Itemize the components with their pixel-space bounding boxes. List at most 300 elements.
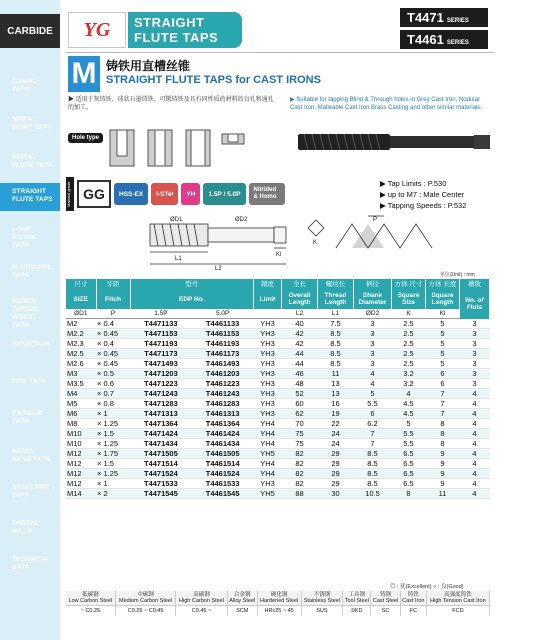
cell-edp-1-5p[interactable]: T4471434	[130, 439, 192, 449]
cell-limit: YH3	[254, 319, 282, 329]
cell-shank-diameter: 8.5	[354, 469, 392, 479]
material-name-en: Stainless Steel	[303, 598, 341, 604]
cell-shank-diameter: 7	[354, 439, 392, 449]
cell-thread-length: 13	[318, 379, 354, 389]
cell-flutes: 4	[460, 449, 490, 459]
workpiece-grade: ~ C0.25	[66, 606, 115, 616]
sidebar-nav	[0, 0, 60, 640]
coating-isteel-badge: I-STel	[151, 183, 178, 205]
application-note-en: ▶ Suitable for tapping Blind & Through holes in Grey Cast Iron, Nodular Cast Iron, Malleable Cast Iron Brass Casting and other similar materials.	[290, 97, 483, 111]
cell-overall-length: 42	[282, 329, 318, 339]
cell-shank-diameter: 8.5	[354, 449, 392, 459]
cell-edp-5-0p[interactable]: T4461533	[192, 479, 254, 489]
spec-table	[66, 279, 490, 499]
sidebar-item-sks21-hand-taps[interactable]: SKS21 HAND TAPS	[12, 448, 51, 463]
workpiece-grade: SUS	[301, 606, 343, 616]
cell-edp-5-0p[interactable]: T4461424	[192, 429, 254, 439]
spec-table-body	[66, 319, 490, 499]
cell-limit: YH3	[254, 379, 282, 389]
cell-thread-length: 24	[318, 429, 354, 439]
cell-square-size: 5	[392, 419, 426, 429]
brand-logo	[68, 12, 126, 48]
cell-pitch: × 1.5	[96, 459, 130, 469]
cell-flutes: 4	[460, 459, 490, 469]
cell-edp-1-5p[interactable]: T4471364	[130, 419, 192, 429]
cell-overall-length: 75	[282, 439, 318, 449]
cell-overall-length: 82	[282, 469, 318, 479]
table-row	[66, 359, 490, 369]
th-cn-overall-length: 全长	[282, 279, 318, 289]
cell-square-length: 9	[426, 469, 460, 479]
cell-pitch: × 1.25	[96, 469, 130, 479]
table-row	[66, 369, 490, 379]
table-row	[66, 489, 490, 499]
material-name-cn: 高碳钢	[193, 592, 210, 598]
cell-limit: YH3	[254, 409, 282, 419]
page-title-cn: 铸铁用直槽丝锥	[106, 59, 191, 73]
cell-flutes: 3	[460, 319, 490, 329]
th-cn-square-size: 方体 尺寸	[392, 279, 426, 289]
dim-p-label: P	[373, 217, 378, 223]
th-sub-k: K	[392, 309, 426, 319]
cell-thread-length: 29	[318, 479, 354, 489]
cell-edp-5-0p[interactable]: T4461505	[192, 449, 254, 459]
cell-size: M2.2	[66, 329, 96, 339]
workpiece-table-body	[66, 591, 490, 616]
cell-limit: YH3	[254, 399, 282, 409]
table-row	[66, 469, 490, 479]
table-row	[66, 459, 490, 469]
workpiece-grade-row	[66, 606, 490, 616]
cell-overall-length: 44	[282, 359, 318, 369]
cell-square-length: 5	[426, 329, 460, 339]
cell-edp-5-0p[interactable]: T4461223	[192, 379, 254, 389]
cell-square-size: 6.5	[392, 459, 426, 469]
cell-edp-1-5p[interactable]: T4471524	[130, 469, 192, 479]
cell-thread-length: 8.5	[318, 329, 354, 339]
unit-note: 单位(Unit) : mm	[440, 272, 475, 278]
cell-shank-diameter: 6.2	[354, 419, 392, 429]
cell-edp-5-0p[interactable]: T4461313	[192, 409, 254, 419]
table-row	[66, 349, 490, 359]
table-row	[66, 449, 490, 459]
cell-size: M4	[66, 389, 96, 399]
cell-square-length: 7	[426, 409, 460, 419]
cell-thread-length: 8.5	[318, 359, 354, 369]
th-sub-l1: L1	[318, 309, 354, 319]
table-row	[66, 419, 490, 429]
cell-shank-diameter: 7	[354, 429, 392, 439]
workpiece-grade: FCD	[426, 606, 489, 616]
cell-thread-length: 30	[318, 489, 354, 499]
cell-square-length: 7	[426, 399, 460, 409]
cell-edp-5-0p[interactable]: T4461514	[192, 459, 254, 469]
cell-edp-5-0p[interactable]: T4461364	[192, 419, 254, 429]
cell-limit: YH5	[254, 489, 282, 499]
cell-square-size: 2.5	[392, 319, 426, 329]
cell-square-size: 6.5	[392, 479, 426, 489]
application-note-cn: ▶ 适用于灰铸铁、球状石墨铸铁、可锻铸铁及具有同性质的材料的盲孔和通孔的加工。	[68, 97, 274, 111]
cell-square-size: 4.5	[392, 399, 426, 409]
th-cn-thread-length: 螺纹长	[318, 279, 354, 289]
th-cn-limit: 精度	[254, 279, 282, 289]
cell-size: M10	[66, 439, 96, 449]
cell-square-size: 2.5	[392, 349, 426, 359]
cell-size: M12	[66, 459, 96, 469]
cell-edp-5-0p[interactable]: T4461434	[192, 439, 254, 449]
cell-square-length: 8	[426, 419, 460, 429]
cell-shank-diameter: 6	[354, 409, 392, 419]
th-edp: EDP No.	[130, 289, 254, 309]
cell-edp-1-5p[interactable]: T4471313	[130, 409, 192, 419]
male-center-note: ▶ up to M7 : Male Center	[380, 190, 465, 199]
table-row	[66, 479, 490, 489]
material-name-cn: 铸铁	[407, 592, 419, 598]
workpiece-grade: FC	[400, 606, 426, 616]
th-cn-flutes: 槽数	[460, 279, 490, 289]
material-name-en: Low Carbon Steel	[68, 598, 113, 604]
material-name-cn: 工具钢	[348, 592, 366, 598]
cell-square-length: 6	[426, 379, 460, 389]
cell-overall-length: 40	[282, 319, 318, 329]
cell-edp-1-5p[interactable]: T4471153	[130, 329, 192, 339]
material-name-cn: 低碳钢	[82, 592, 99, 598]
cell-shank-diameter: 3	[354, 319, 392, 329]
workpiece-grade: SC	[371, 606, 400, 616]
sidebar-item-technical-data[interactable]: TECHNICAL DATA	[12, 556, 51, 571]
cell-edp-1-5p[interactable]: T4471203	[130, 369, 192, 379]
cell-size: M6	[66, 409, 96, 419]
table-row	[66, 339, 490, 349]
cell-pitch: × 0.7	[96, 389, 130, 399]
cell-square-size: 3.2	[392, 369, 426, 379]
cell-shank-diameter: 8.5	[354, 459, 392, 469]
material-grade-vertical-label: Material grade	[66, 177, 74, 211]
cell-pitch: × 1.25	[96, 439, 130, 449]
table-row	[66, 429, 490, 439]
workpiece-material	[115, 591, 176, 606]
table-row	[66, 379, 490, 389]
cell-edp-1-5p[interactable]: T4471545	[130, 489, 192, 499]
th-sub-limit	[254, 309, 282, 319]
workpiece-material	[227, 591, 257, 606]
cell-edp-5-0p[interactable]: T4461493	[192, 359, 254, 369]
banner-line-2: FLUTE TAPS	[134, 30, 219, 45]
cell-shank-diameter: 4	[354, 379, 392, 389]
sidebar-item-sks21-pipe-taps[interactable]: SKS21 PIPE TAPS	[12, 484, 51, 499]
sidebar-item-fluteless-taps[interactable]: FLUTELESS TAPS	[12, 264, 51, 279]
cell-square-length: 8	[426, 429, 460, 439]
cell-edp-5-0p[interactable]: T4461243	[192, 389, 254, 399]
sidebar-brand[interactable]: CARBIDE	[0, 14, 60, 48]
dim-d2-label: ØD2	[235, 217, 248, 223]
cell-thread-length: 11	[318, 369, 354, 379]
cell-thread-length: 29	[318, 449, 354, 459]
cell-edp-5-0p[interactable]: T4461193	[192, 339, 254, 349]
cell-limit: YH3	[254, 479, 282, 489]
cell-size: M3.5	[66, 379, 96, 389]
cell-size: M2.3	[66, 339, 96, 349]
header-divider	[66, 52, 494, 53]
cell-size: M14	[66, 489, 96, 499]
cell-thread-length: 24	[318, 439, 354, 449]
banner-line-1: STRAIGHT	[134, 15, 205, 30]
cell-pitch: × 0.4	[96, 319, 130, 329]
cell-pitch: × 0.4	[96, 339, 130, 349]
material-name-cn: 中碳钢	[137, 592, 154, 598]
cell-edp-1-5p[interactable]: T4471223	[130, 379, 192, 389]
cell-edp-1-5p[interactable]: T4471243	[130, 389, 192, 399]
sidebar-item-combo-taps[interactable]: COMBO TAPS	[12, 78, 38, 93]
series-badge-t4461	[400, 30, 488, 49]
cell-edp-1-5p[interactable]: T4471514	[130, 459, 192, 469]
cell-shank-diameter: 4	[354, 369, 392, 379]
cell-overall-length: 82	[282, 459, 318, 469]
cell-size: M10	[66, 429, 96, 439]
category-banner	[128, 12, 242, 48]
workpiece-grade: C0.45 ~	[176, 606, 227, 616]
cell-square-length: 5	[426, 319, 460, 329]
sidebar-item-pipe-taps[interactable]: PIPE TAPS	[12, 378, 47, 385]
cell-shank-diameter: 3	[354, 339, 392, 349]
cell-size: M12	[66, 469, 96, 479]
cell-square-length: 5	[426, 349, 460, 359]
tapping-speeds-link[interactable]: ▶ Tapping Speeds : P.532	[380, 201, 467, 210]
material-name-cn: 合金钢	[233, 592, 251, 598]
workpiece-material	[176, 591, 227, 606]
cell-pitch: × 0.8	[96, 399, 130, 409]
cell-shank-diameter: 5	[354, 389, 392, 399]
workpiece-material	[343, 591, 371, 606]
series-code: T4471	[407, 10, 444, 25]
cell-square-size: 5.5	[392, 429, 426, 439]
cell-size: M2.5	[66, 349, 96, 359]
cell-limit: YH4	[254, 419, 282, 429]
th-sub-5-0p: 5.0P	[192, 309, 254, 319]
cell-flutes: 4	[460, 489, 490, 499]
tap-product-image	[296, 124, 496, 160]
hole-type-icons	[108, 126, 248, 170]
cell-edp-5-0p[interactable]: T4461524	[192, 469, 254, 479]
cell-square-length: 7	[426, 389, 460, 399]
cell-limit: YH3	[254, 339, 282, 349]
cell-square-length: 11	[426, 489, 460, 499]
cell-size: M8	[66, 419, 96, 429]
cell-edp-5-0p[interactable]: T4461203	[192, 369, 254, 379]
table-row	[66, 319, 490, 329]
workpiece-material	[426, 591, 489, 606]
sidebar-item-hand-taps[interactable]: HAND TAPS	[12, 341, 51, 348]
cell-pitch: × 0.5	[96, 369, 130, 379]
th-sub-l2: L2	[282, 309, 318, 319]
sidebar-item-straight-flute-taps[interactable]: STRAIGHT FLUTE TAPS	[0, 183, 60, 211]
th-sub-d2: ØD2	[354, 309, 392, 319]
cell-limit: YH4	[254, 429, 282, 439]
cell-shank-diameter: 10.5	[354, 489, 392, 499]
cell-thread-length: 16	[318, 399, 354, 409]
workpiece-grade: C0.25 ~ C0.45	[115, 606, 176, 616]
through-hole-icon	[148, 130, 172, 166]
cell-square-length: 5	[426, 359, 460, 369]
cell-flutes: 4	[460, 389, 490, 399]
cell-square-length: 9	[426, 479, 460, 489]
cell-shank-diameter: 3	[354, 359, 392, 369]
cell-pitch: × 0.45	[96, 359, 130, 369]
cell-edp-5-0p[interactable]: T4461545	[192, 489, 254, 499]
material-name-cn: 铸钢	[380, 592, 392, 598]
cell-pitch: × 1	[96, 409, 130, 419]
dim-k-label: K	[313, 240, 318, 246]
cell-size: M12	[66, 449, 96, 459]
th-square-size: Square Size	[392, 289, 426, 309]
dim-kl-label: Kl	[276, 252, 282, 258]
th-limit: Limit	[254, 289, 282, 309]
cell-edp-1-5p[interactable]: T4471424	[130, 429, 192, 439]
cell-pitch: × 1.5	[96, 429, 130, 439]
cell-flutes: 3	[460, 349, 490, 359]
cell-limit: YH4	[254, 439, 282, 449]
cell-overall-length: 46	[282, 369, 318, 379]
th-shank-diameter: Shank Diameter	[354, 289, 392, 309]
material-grade-badge: GG	[77, 180, 111, 208]
sidebar-item-long-shank-taps[interactable]: LONG SHANK TAPS	[12, 226, 36, 249]
th-pitch: Pitch	[96, 289, 130, 309]
cell-square-size: 6.5	[392, 449, 426, 459]
dim-l1-label: L1	[175, 256, 182, 262]
material-name-en: Cast Iron	[402, 598, 425, 604]
cell-limit: YH3	[254, 329, 282, 339]
tap-dimension-diagram	[140, 212, 492, 270]
material-name-en: High Tension Cast Iron	[430, 598, 486, 604]
cell-edp-1-5p[interactable]: T4471193	[130, 339, 192, 349]
material-name-en: Tool Steel	[344, 598, 369, 604]
cell-limit: YH4	[254, 469, 282, 479]
cell-edp-1-5p[interactable]: T4471173	[130, 349, 192, 359]
table-row	[66, 389, 490, 399]
cell-square-size: 4.5	[392, 409, 426, 419]
cell-overall-length: 82	[282, 479, 318, 489]
workpiece-material	[66, 591, 115, 606]
workpiece-material	[257, 591, 301, 606]
cell-overall-length: 52	[282, 389, 318, 399]
cell-flutes: 4	[460, 429, 490, 439]
cell-overall-length: 62	[282, 409, 318, 419]
th-overall-length: Overall Length	[282, 289, 318, 309]
cell-flutes: 3	[460, 359, 490, 369]
cell-edp-5-0p[interactable]: T4461153	[192, 329, 254, 339]
sidebar-item-carbide-taps[interactable]: CARBIDE TAPS	[12, 410, 43, 425]
th-sub-1-5p: 1.5P	[130, 309, 192, 319]
cell-square-length: 8	[426, 439, 460, 449]
material-name-cn: 不锈钢	[313, 592, 331, 598]
cell-square-length: 9	[426, 459, 460, 469]
workpiece-material	[301, 591, 343, 606]
cell-edp-1-5p[interactable]: T4471505	[130, 449, 192, 459]
cell-overall-length: 44	[282, 349, 318, 359]
cell-pitch: × 0.45	[96, 349, 130, 359]
cell-edp-5-0p[interactable]: T4461173	[192, 349, 254, 359]
th-cn-square-length: 方体 长度	[426, 279, 460, 289]
series-suffix: SERIES	[446, 18, 469, 24]
cell-size: M2.6	[66, 359, 96, 369]
th-cn-pitch: 牙距	[96, 279, 130, 289]
workpiece-grade: SKD	[343, 606, 371, 616]
cell-edp-1-5p[interactable]: T4471493	[130, 359, 192, 369]
table-row	[66, 409, 490, 419]
cell-square-length: 5	[426, 339, 460, 349]
series-badge-t4471	[400, 8, 488, 27]
cell-shank-diameter: 8.5	[354, 479, 392, 489]
series-code: T4461	[407, 32, 444, 47]
cell-shank-diameter: 3	[354, 329, 392, 339]
logo-text: YG	[83, 18, 111, 41]
cell-thread-length: 29	[318, 459, 354, 469]
cell-size: M12	[66, 479, 96, 489]
table-row	[66, 399, 490, 409]
sidebar-item-screw-thread-insert-taps[interactable]: SCREW THREAD INSERT TAPS	[12, 298, 40, 329]
th-sub-p: P	[96, 309, 130, 319]
table-row	[66, 329, 490, 339]
cell-pitch: × 1.75	[96, 449, 130, 459]
sidebar-item-thread-mills[interactable]: THREAD MILLS	[12, 520, 40, 535]
material-name-en: Hardened Steel	[260, 598, 299, 604]
cell-flutes: 4	[460, 439, 490, 449]
through-hole-wide-icon	[186, 130, 210, 166]
cell-edp-5-0p[interactable]: T4461283	[192, 399, 254, 409]
cell-overall-length: 70	[282, 419, 318, 429]
th-cn-edp: 型号	[130, 279, 254, 289]
cell-square-size: 8	[392, 489, 426, 499]
cell-thread-length: 7.5	[318, 319, 354, 329]
cell-square-size: 2.5	[392, 359, 426, 369]
workpiece-grade: SCM	[227, 606, 257, 616]
tap-limits-link[interactable]: ▶ Tap Limits : P.530	[380, 179, 447, 188]
material-grade-row	[66, 177, 285, 211]
cell-limit: YH3	[254, 369, 282, 379]
cell-pitch: × 0.6	[96, 379, 130, 389]
th-thread-length: Thread Length	[318, 289, 354, 309]
cell-shank-diameter: 3	[354, 349, 392, 359]
cell-edp-1-5p[interactable]: T4471133	[130, 319, 192, 329]
cell-edp-5-0p[interactable]: T4461133	[192, 319, 254, 329]
table-row	[66, 439, 490, 449]
cell-overall-length: 75	[282, 429, 318, 439]
cell-size: M3	[66, 369, 96, 379]
th-cn-size: 尺寸	[66, 279, 96, 289]
cell-limit: YH5	[254, 449, 282, 459]
cell-size: M2	[66, 319, 96, 329]
rating-legend: ◎ : 优(Excellent) ○ : 良(Good)	[390, 584, 464, 590]
chamfer-badge: 1.5P / 5.0P	[203, 183, 245, 205]
cell-flutes: 4	[460, 409, 490, 419]
sidebar-item-spiral-point-taps[interactable]: SPIRAL POINT TAPS	[12, 116, 52, 131]
cell-overall-length: 48	[282, 379, 318, 389]
th-size: SIZE	[66, 289, 96, 309]
cell-edp-1-5p[interactable]: T4471533	[130, 479, 192, 489]
workpiece-material	[371, 591, 400, 606]
coating-hss-ex-badge: HSS-EX	[114, 183, 148, 205]
cell-size: M5	[66, 399, 96, 409]
cell-edp-1-5p[interactable]: T4471283	[130, 399, 192, 409]
cell-flutes: 4	[460, 419, 490, 429]
cell-thread-length: 13	[318, 389, 354, 399]
workpiece-grade: HRc25 ~ 45	[257, 606, 301, 616]
cell-flutes: 3	[460, 369, 490, 379]
material-name-en: Alloy Steel	[229, 598, 256, 604]
sidebar-item-spiral-flute-taps[interactable]: SPIRAL FLUTE TAPS	[12, 154, 53, 169]
cell-pitch: × 2	[96, 489, 130, 499]
cell-square-size: 2.5	[392, 339, 426, 349]
